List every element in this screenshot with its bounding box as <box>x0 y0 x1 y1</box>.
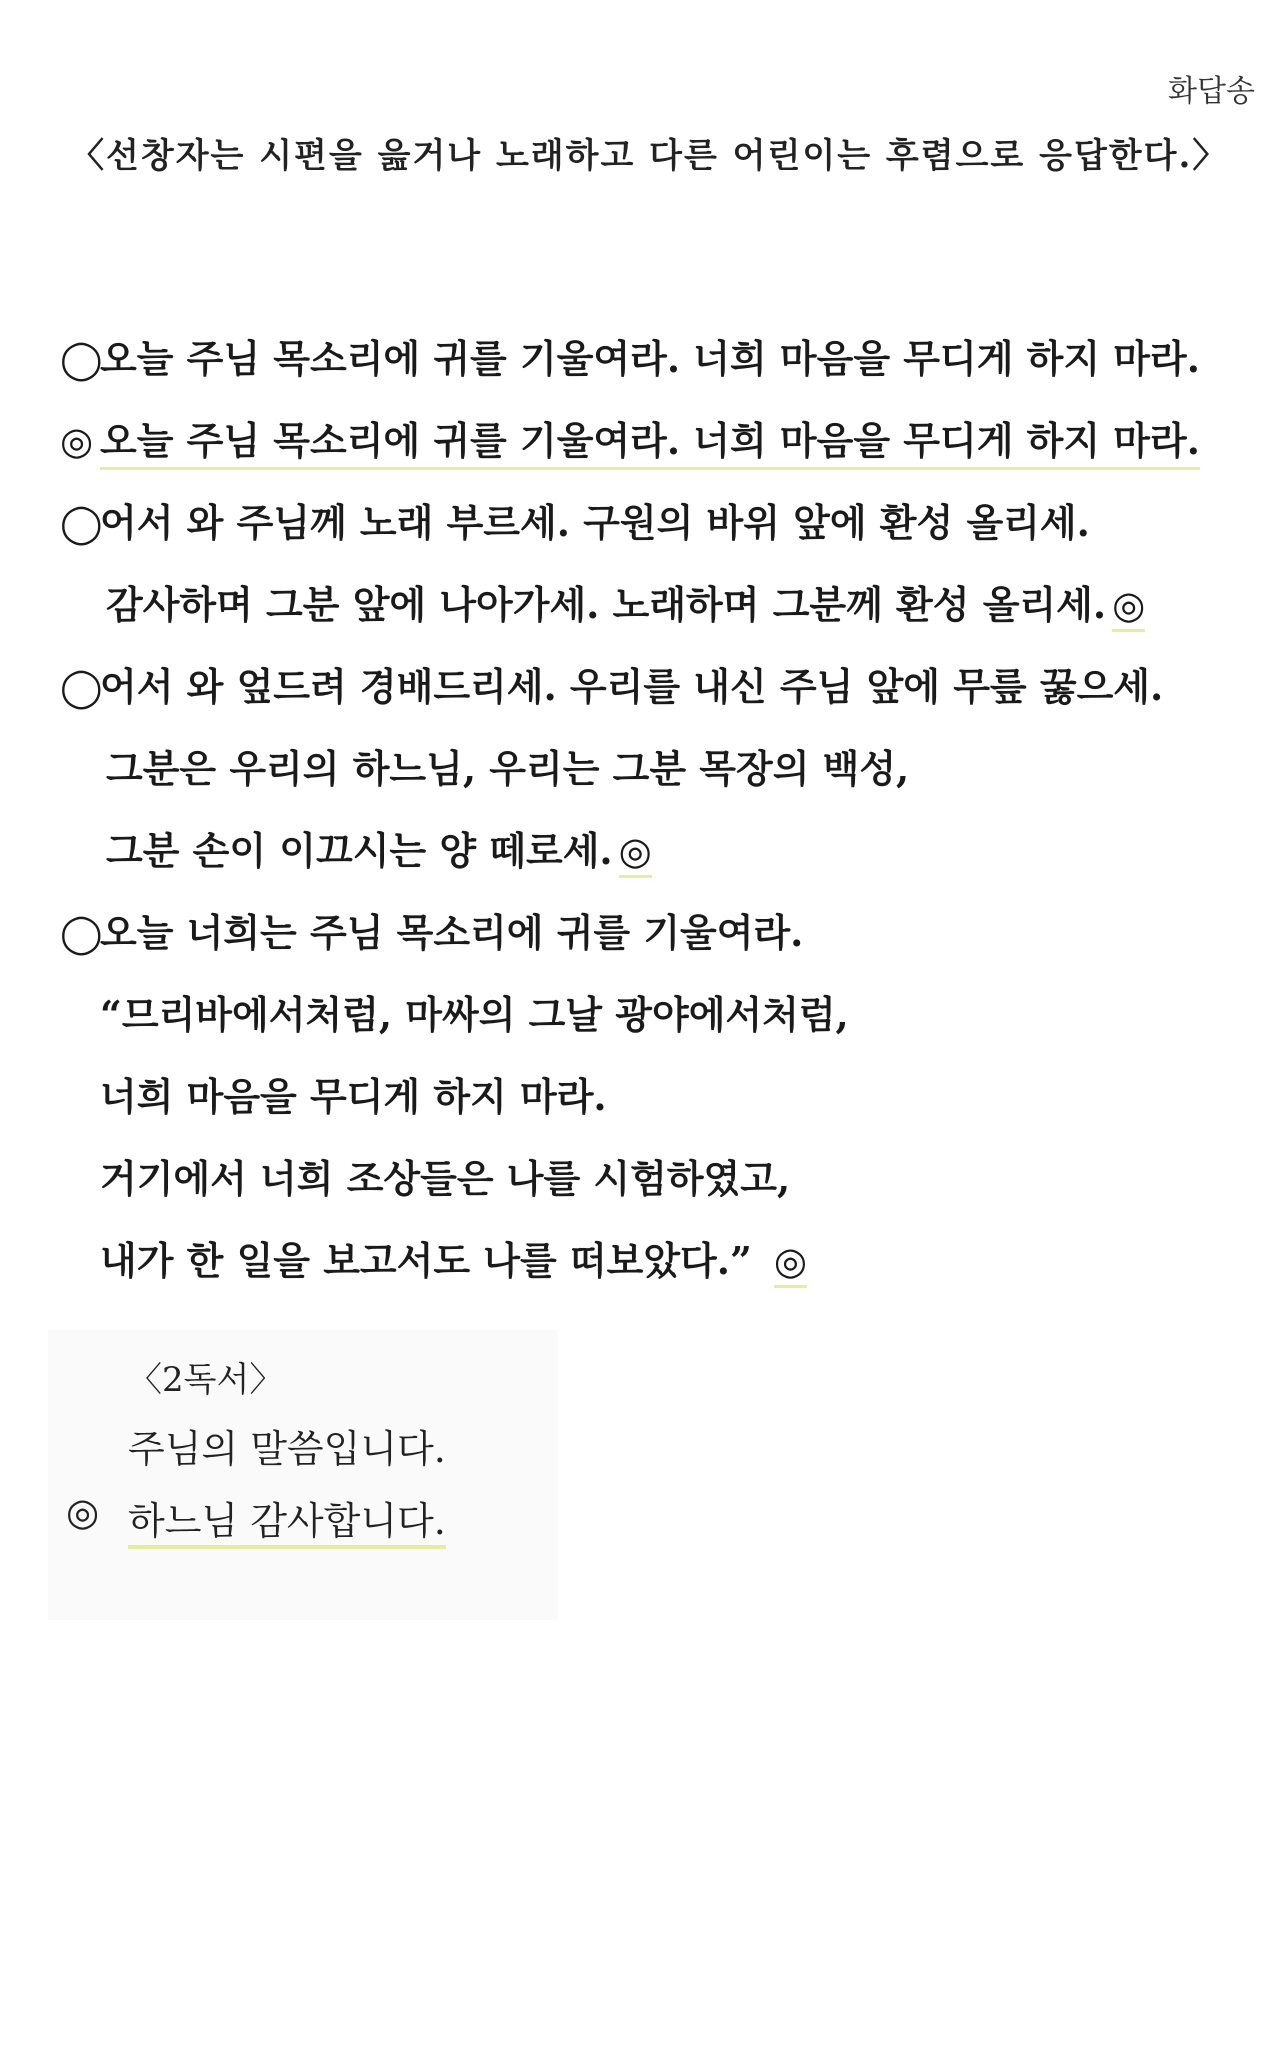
reading-acclamation: 주님의 말씀입니다. <box>128 1427 446 1471</box>
verse3-line1-text: 오늘 너희는 주님 목소리에 귀를 기울여라. <box>100 910 804 955</box>
verse2-line3-text: 그분 손이 이끄시는 양 떼로세. <box>106 828 613 873</box>
verse2-line1 <box>60 646 1240 728</box>
verse1-line2 <box>60 564 1240 646</box>
refrain-response-line <box>60 400 1240 482</box>
refrain-leader-line <box>60 318 1240 400</box>
response-mark-icon: ◎ <box>619 827 652 878</box>
verse2-line3 <box>60 810 1240 892</box>
refrain-leader-text: 오늘 주님 목소리에 귀를 기울여라. 너희 마음을 무디게 하지 마라. <box>100 336 1200 381</box>
section-title: 화답송 <box>1168 74 1255 109</box>
response-mark-icon: ◎ <box>774 1237 807 1288</box>
reading-response: 하느님 감사합니다. <box>128 1490 446 1549</box>
response-mark-icon: ◎ <box>60 419 94 463</box>
responsorial-psalm <box>60 318 1240 1302</box>
leader-mark-icon: ◯ <box>60 665 103 709</box>
verse1-line1 <box>60 482 1240 564</box>
response-mark-icon: ◎ <box>1112 581 1145 632</box>
rubric-instruction: 〈선창자는 시편을 읊거나 노래하고 다른 어린이는 후렴으로 응답한다.〉 <box>70 136 1229 176</box>
verse1-line1-text: 어서 와 주님께 노래 부르세. 구원의 바위 앞에 환성 올리세. <box>100 500 1090 545</box>
verse3-line2 <box>60 974 1240 1056</box>
verse3-line4-text: 거기에서 너희 조상들은 나를 시험하였고, <box>100 1156 791 1201</box>
reading-label: 〈2독서〉 <box>128 1360 284 1400</box>
verse1-line2-text: 감사하며 그분 앞에 나아가세. 노래하며 그분께 환성 올리세. <box>106 582 1107 627</box>
verse2-line1-text: 어서 와 엎드려 경배드리세. 우리를 내신 주님 앞에 무릎 꿇으세. <box>100 664 1164 709</box>
verse3-line5 <box>60 1220 1240 1302</box>
verse2-line2-text: 그분은 우리의 하느님, 우리는 그분 목장의 백성, <box>106 746 910 791</box>
second-reading-block <box>48 1330 558 1620</box>
verse3-line5-text: 내가 한 일을 보고서도 나를 떠보았다.” <box>100 1238 752 1283</box>
verse3-line1 <box>60 892 1240 974</box>
leader-mark-icon: ◯ <box>60 337 103 381</box>
response-mark-icon: ◎ <box>66 1490 100 1534</box>
verse3-line4 <box>60 1138 1240 1220</box>
leader-mark-icon: ◯ <box>60 911 103 955</box>
refrain-response-text: 오늘 주님 목소리에 귀를 기울여라. 너희 마음을 무디게 하지 마라. <box>100 418 1200 470</box>
leader-mark-icon: ◯ <box>60 501 103 545</box>
verse3-line3-text: 너희 마음을 무디게 하지 마라. <box>100 1074 607 1119</box>
verse2-line2 <box>60 728 1240 810</box>
verse3-line2-text: “므리바에서처럼, 마싸의 그날 광야에서처럼, <box>100 992 849 1037</box>
verse3-line3 <box>60 1056 1240 1138</box>
